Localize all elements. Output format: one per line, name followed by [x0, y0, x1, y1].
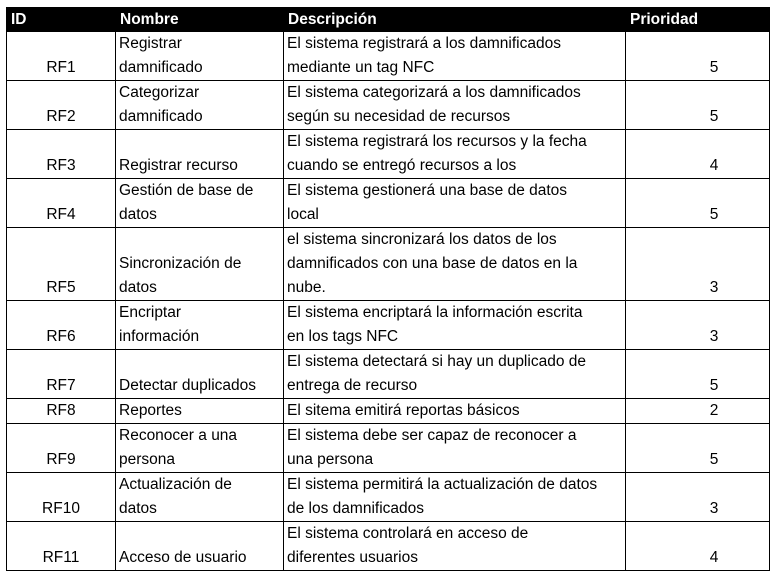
- cell-nombre: [116, 228, 284, 301]
- cell-descripcion: [284, 228, 626, 301]
- cell-id: RF7: [7, 350, 116, 399]
- cell-id: RF9: [7, 424, 116, 473]
- descripcion-line: el sistema sincronizará los datos de los: [287, 231, 557, 248]
- cell-prioridad: 3: [626, 473, 770, 522]
- nombre-line: Reconocer a una: [119, 427, 238, 444]
- table-row: [7, 179, 770, 228]
- descripcion-line: cuando se entregó recursos a los: [287, 157, 517, 174]
- cell-nombre: [116, 350, 284, 399]
- cell-prioridad: 5: [626, 32, 770, 81]
- nombre-line: Registrar recurso: [119, 157, 238, 174]
- descripcion-line: El sitema emitirá reportas básicos: [287, 402, 520, 419]
- cell-descripcion: [284, 473, 626, 522]
- cell-descripcion: [284, 130, 626, 179]
- nombre-line: datos: [119, 500, 157, 517]
- cell-nombre: [116, 301, 284, 350]
- nombre-line: datos: [119, 206, 157, 223]
- cell-nombre: [116, 473, 284, 522]
- cell-id: RF6: [7, 301, 116, 350]
- cell-nombre: [116, 130, 284, 179]
- table-row: [7, 301, 770, 350]
- cell-nombre: [116, 522, 284, 571]
- cell-prioridad: 5: [626, 81, 770, 130]
- table-row: [7, 228, 770, 301]
- table-body: [7, 32, 770, 571]
- cell-nombre: [116, 81, 284, 130]
- descripcion-line: de los damnificados: [287, 500, 424, 517]
- cell-descripcion: [284, 399, 626, 424]
- nombre-line: Encriptar: [119, 304, 182, 321]
- cell-prioridad: 2: [626, 399, 770, 424]
- table-row: [7, 81, 770, 130]
- cell-prioridad: 3: [626, 228, 770, 301]
- nombre-line: Detectar duplicados: [119, 377, 256, 394]
- cell-id: RF4: [7, 179, 116, 228]
- header-id: ID: [7, 8, 116, 32]
- cell-prioridad: 5: [626, 424, 770, 473]
- descripcion-line: en los tags NFC: [287, 328, 399, 345]
- cell-id: RF5: [7, 228, 116, 301]
- cell-nombre: [116, 399, 284, 424]
- descripcion-line: entrega de recurso: [287, 377, 418, 394]
- table-row: [7, 399, 770, 424]
- descripcion-line: mediante un tag NFC: [287, 59, 435, 76]
- cell-descripcion: [284, 522, 626, 571]
- descripcion-line: una persona: [287, 451, 374, 468]
- cell-nombre: [116, 424, 284, 473]
- table-row: [7, 522, 770, 571]
- cell-id: RF10: [7, 473, 116, 522]
- nombre-line: Registrar: [119, 35, 182, 52]
- header-prioridad: Prioridad: [626, 8, 770, 32]
- nombre-line: Gestión de base de: [119, 182, 254, 199]
- table-row: [7, 32, 770, 81]
- cell-descripcion: [284, 350, 626, 399]
- descripcion-line: El sistema registrará los recursos y la fecha: [287, 133, 587, 150]
- nombre-line: Categorizar: [119, 84, 200, 101]
- nombre-line: Sincronización de: [119, 255, 242, 272]
- descripcion-line: El sistema registrará a los damnificados: [287, 35, 561, 52]
- nombre-line: damnificado: [119, 59, 203, 76]
- descripcion-line: El sistema detectará si hay un duplicado de: [287, 353, 586, 370]
- descripcion-line: damnificados con una base de datos en la: [287, 255, 578, 272]
- table-row: [7, 130, 770, 179]
- descripcion-line: local: [287, 206, 319, 223]
- cell-prioridad: 5: [626, 179, 770, 228]
- requirements-table: [6, 7, 770, 571]
- descripcion-line: nube.: [287, 279, 326, 296]
- cell-id: RF3: [7, 130, 116, 179]
- cell-prioridad: 5: [626, 350, 770, 399]
- descripcion-line: El sistema controlará en acceso de: [287, 525, 529, 542]
- header-row: [7, 8, 770, 32]
- cell-id: RF2: [7, 81, 116, 130]
- cell-nombre: [116, 32, 284, 81]
- descripcion-line: El sistema gestionerá una base de datos: [287, 182, 568, 199]
- cell-id: RF11: [7, 522, 116, 571]
- descripcion-line: El sistema permitirá la actualización de datos: [287, 476, 598, 493]
- descripcion-line: El sistema debe ser capaz de reconocer a: [287, 427, 577, 444]
- cell-id: RF8: [7, 399, 116, 424]
- nombre-line: persona: [119, 451, 176, 468]
- cell-descripcion: [284, 301, 626, 350]
- nombre-line: Acceso de usuario: [119, 549, 247, 566]
- header-nombre: Nombre: [116, 8, 284, 32]
- table-row: [7, 424, 770, 473]
- nombre-line: información: [119, 328, 200, 345]
- cell-prioridad: 3: [626, 301, 770, 350]
- table-row: [7, 350, 770, 399]
- nombre-line: Actualización de: [119, 476, 232, 493]
- cell-descripcion: [284, 81, 626, 130]
- descripcion-line: según su necesidad de recursos: [287, 108, 511, 125]
- cell-nombre: [116, 179, 284, 228]
- nombre-line: damnificado: [119, 108, 203, 125]
- cell-prioridad: 4: [626, 130, 770, 179]
- table-row: [7, 473, 770, 522]
- header-descripcion: Descripción: [284, 8, 626, 32]
- descripcion-line: El sistema encriptará la información escrita: [287, 304, 583, 321]
- descripcion-line: diferentes usuarios: [287, 549, 418, 566]
- descripcion-line: El sistema categorizará a los damnificados: [287, 84, 581, 101]
- nombre-line: Reportes: [119, 402, 182, 419]
- nombre-line: datos: [119, 279, 157, 296]
- cell-descripcion: [284, 424, 626, 473]
- cell-id: RF1: [7, 32, 116, 81]
- cell-prioridad: 4: [626, 522, 770, 571]
- cell-descripcion: [284, 179, 626, 228]
- cell-descripcion: [284, 32, 626, 81]
